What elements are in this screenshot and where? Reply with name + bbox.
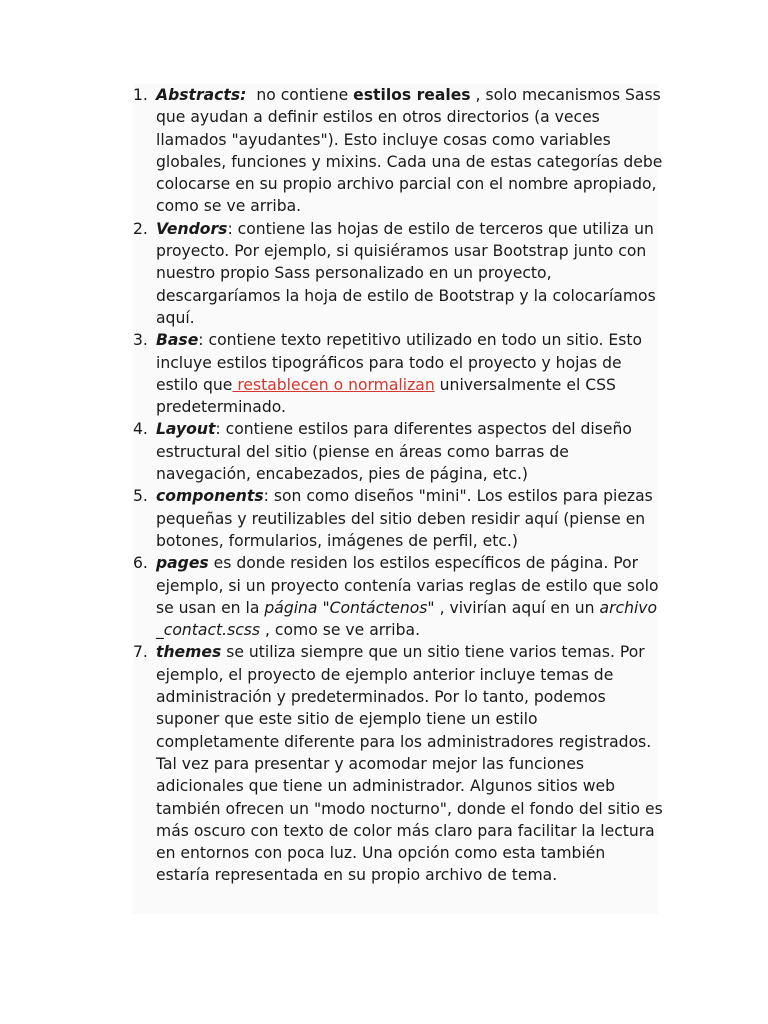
list-item-themes	[133, 641, 663, 886]
list-item-number: 7.	[133, 643, 148, 662]
list-item-vendors	[133, 218, 663, 329]
list-item-abstracts	[133, 84, 663, 218]
normalize-link[interactable]: restablecen o normalizan	[232, 375, 435, 394]
item-text: no contiene	[246, 86, 354, 104]
list-item-pages	[133, 552, 663, 641]
term-abstracts: Abstracts:	[156, 86, 247, 104]
item-text: , vivirían aquí en un	[434, 598, 600, 617]
term-components: components	[156, 487, 264, 506]
bold-text: estilos reales	[353, 86, 471, 104]
italic-text: página "Contáctenos"	[264, 598, 435, 617]
list-item-number: 1.	[133, 86, 148, 104]
list-item-number: 6.	[133, 554, 148, 573]
term-vendors: Vendors	[156, 219, 228, 238]
list-item-layout	[133, 418, 663, 485]
item-text: , como se ve arriba.	[260, 621, 421, 640]
italic-text: archivo _contact.scss	[156, 598, 658, 640]
term-base: Base	[156, 331, 199, 350]
item-text: : son como diseños "mini". Los estilos para piezas pequeñas y reutilizables del sitio deben residir aquí (piense en botones, formularios, imágenes de perfil, etc.)	[156, 487, 653, 550]
item-text: : contiene estilos para diferentes aspectos del diseño estructural del sitio (piense en áreas como barras de navegación, encabezados, pies de página, etc.)	[156, 420, 632, 484]
term-layout: Layout	[156, 420, 216, 439]
item-text: se utiliza siempre que un sitio tiene varios temas. Por ejemplo, el proyecto de ejemplo anterior incluye temas de administración y predeterminados. Por lo tanto, podemos suponer que este sitio de ejemplo tiene un estilo completamente diferente para los administradores registrados. Tal vez para presentar y acomodar mejor las funciones adicionales que tiene un administrador. Algunos sitios web también ofrecen un "modo nocturno", donde el fondo del sitio es más oscuro con texto de color más claro para facilitar la lectura en entornos con poca luz. Una opción como esta también estaría representada en su propio archivo de tema.	[156, 643, 663, 885]
list-item-number: 4.	[133, 420, 148, 439]
list-item-components	[133, 485, 663, 552]
item-text: , solo mecanismos Sass que ayudan a definir estilos en otros directorios (a veces llamados "ayudantes"). Esto incluye cosas como variables globales, funciones y mixins. Cada una de estas categorías debe colocarse en su propio archivo parcial con el nombre apropiado, como se ve arriba.	[156, 86, 663, 216]
list-item-number: 2.	[133, 219, 148, 238]
term-pages: pages	[156, 554, 209, 573]
list-item-number: 5.	[133, 487, 148, 506]
list-item-base	[133, 329, 663, 418]
term-themes: themes	[156, 643, 222, 662]
item-text: universalmente el CSS predeterminado.	[156, 375, 616, 417]
list-item-number: 3.	[133, 331, 148, 350]
item-text: : contiene texto repetitivo utilizado en todo un sitio. Esto incluye estilos tipográficos para todo el proyecto y hojas de estilo que	[156, 331, 643, 394]
item-text: : contiene las hojas de estilo de terceros que utiliza un proyecto. Por ejemplo, si quisiéramos usar Bootstrap junto con nuestro propio Sass personalizado en un proyecto, descargaríamos la hoja de estilo de Bootstrap y la colocaríamos aquí.	[156, 219, 656, 327]
sass-folder-list	[133, 84, 663, 887]
item-text: es donde residen los estilos específicos de página. Por ejemplo, si un proyecto contenía varias reglas de estilo que solo se usan en la	[156, 554, 659, 617]
